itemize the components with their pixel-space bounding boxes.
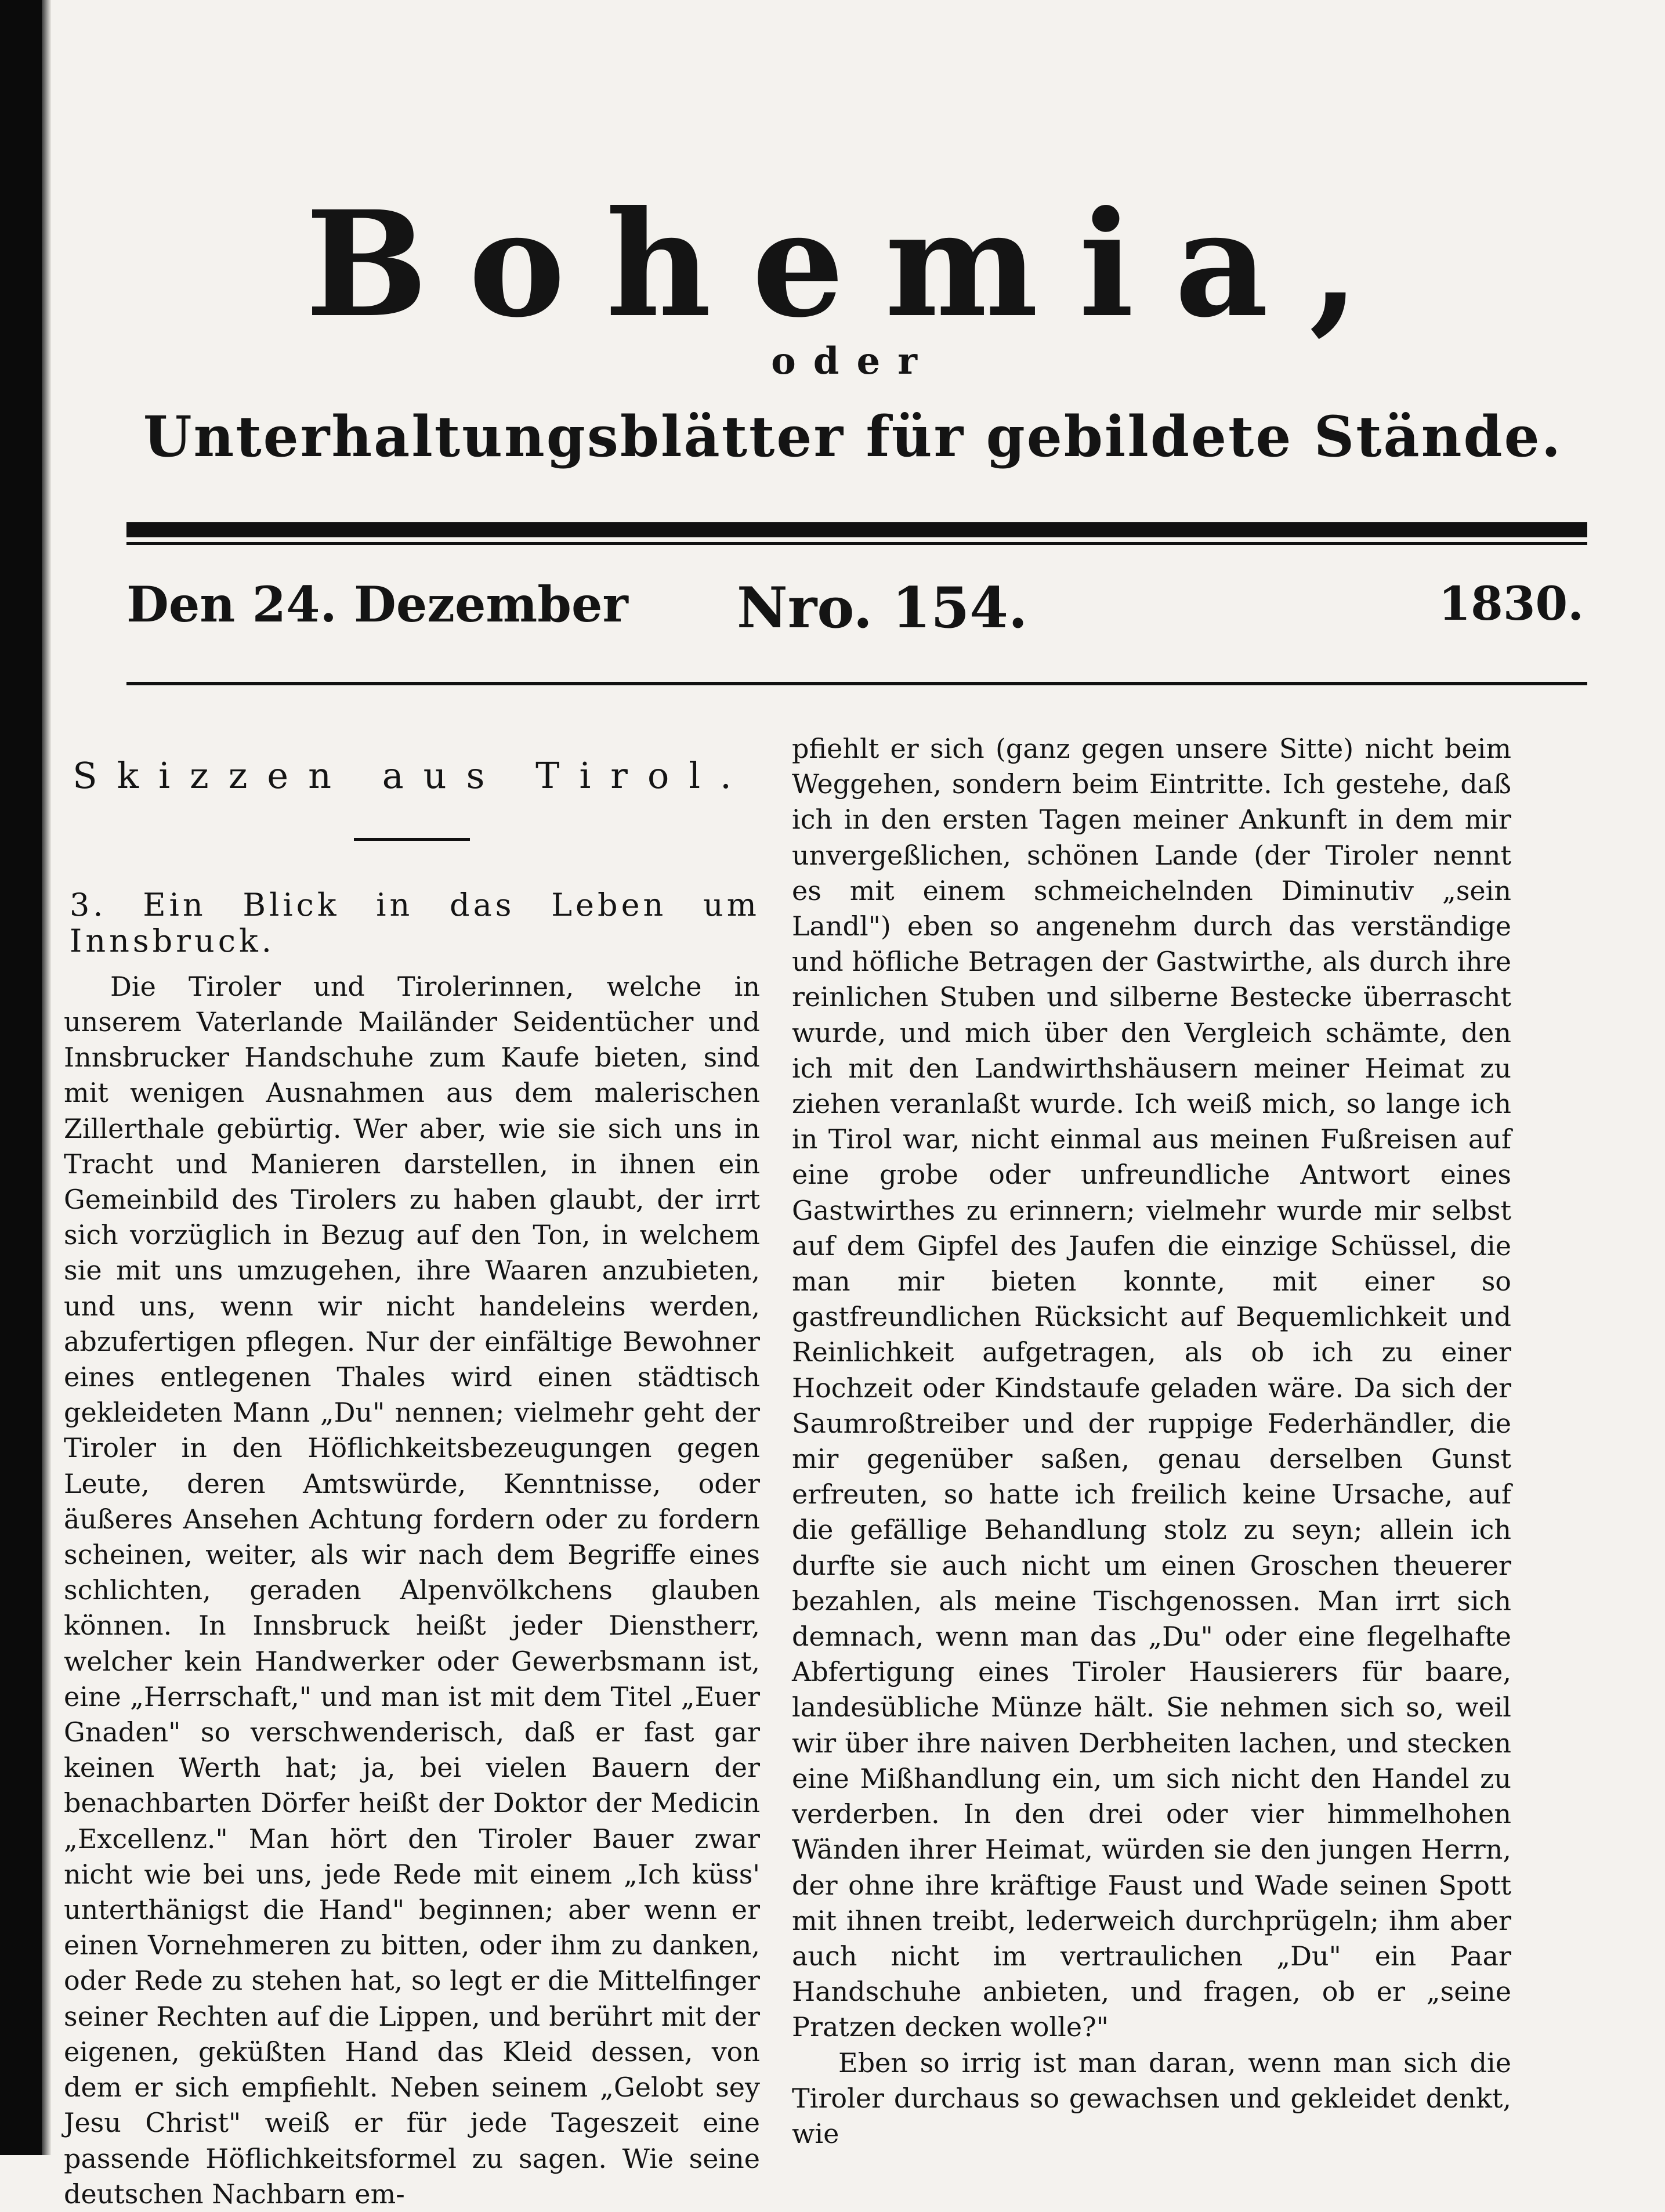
masthead-oder: oder xyxy=(771,339,935,383)
issue-year: 1830. xyxy=(1438,576,1584,631)
article-title: Skizzen aus Tirol. xyxy=(73,754,751,797)
title-divider xyxy=(354,838,470,841)
left-column xyxy=(64,731,760,2212)
right-paragraph-1: pfiehlt er sich (ganz gegen unsere Sitte) nicht beim Weggehen, sondern beim Eintritte. Ich gestehe, daß ich in den ersten Tagen meiner Ankunft in dem mir unvergeßlichen, schönen Lande (der Tiroler nennt es mit einem schmeichelnden Diminutiv „sein Landl") eben so angenehm durch das verständige und höfliche Betragen der Gastwirthe, als durch ihre reinlichen Stuben und silberne Bestecke überrascht wurde, und mich über den Vergleich schämte, den ich mit den Landwirthshäusern meiner Heimat zu ziehen veranlaßt wurde. Ich weiß mich, so lange ich in Tirol war, nicht einmal aus meinen Fußreisen auf eine grobe oder unfreundliche Antwort eines Gastwirthes zu erinnern; vielmehr wurde mir selbst auf dem Gipfel des Jaufen die einzige Schüssel, die man mir bieten konnte, mit einer so gastfreundlichen Rücksicht auf Bequemlichkeit und Reinlichkeit aufgetragen, als ob ich zu einer Hochzeit oder Kindstaufe geladen wäre. Da sich der Saumroßtreiber und der ruppige Federhändler, die mir gegenüber saßen, genau derselben Gunst erfreuten, so hatte ich freilich keine Ursache, auf die gefällige Behandlung stolz zu seyn; allein ich durfte sie auch nicht um einen Groschen theuerer bezahlen, als meine Tischgenossen. Man irrt sich demnach, wenn man das „Du" oder eine flegelhafte Abfertigung eines Tiroler Hausierers für baare, landesübliche Münze hält. Sie nehmen sich so, weil wir über ihre naiven Derbheiten lachen, und stecken eine Mißhandlung ein, um sich nicht den Handel zu verderben. In den drei oder vier himmelhohen Wänden ihrer Heimat, würden sie den jungen Herrn, der ohne ihre kräftige Faust und Wade seinen Spott mit ihnen treibt, lederweich durchprügeln; ihm aber auch nicht im vertraulichen „Du" ein Paar Handschuhe anbieten, und fragen, ob er „seine Pratzen decken wolle?" xyxy=(792,733,1511,2043)
masthead-title: Bohemia, xyxy=(305,179,1400,349)
binding-shadow xyxy=(42,0,51,2155)
masthead-rule-thick xyxy=(126,522,1587,537)
left-paragraph: Die Tiroler und Tirolerinnen, welche in unserem Vaterlande Mailänder Seidentücher und Innsbrucker Handschuhe zum Kaufe bieten, sind mit wenigen Ausnahmen aus dem malerischen Zillerthale gebürtig. Wer aber, wie sie sich uns in Tracht und Manieren darstellen, in ihnen ein Gemeinbild des Tirolers zu haben glaubt, der irrt sich vorzüglich in Bezug auf den Ton, in welchem sie mit uns umzugehen, ihre Waaren anzubieten, und uns, wenn wir nicht handeleins werden, abzufertigen pflegen. Nur der einfältige Bewohner eines entlegenen Thales wird einen städtisch gekleideten Mann „Du" nennen; vielmehr geht der Tiroler in den Höflichkeitsbezeugungen gegen Leute, deren Amtswürde, Kenntnisse, oder äußeres Ansehen Achtung fordern oder zu fordern scheinen, weiter, als wir nach dem Begriffe eines schlichten, geraden Alpenvölkchens glauben können. In Innsbruck heißt jeder Dienstherr, welcher kein Handwerker oder Gewerbsmann ist, eine „Herrschaft," und man ist mit dem Titel „Euer Gnaden" so verschwenderisch, daß er fast gar keinen Werth hat; ja, bei vielen Bauern der benachbarten Dörfer heißt der Doktor der Medicin „Excellenz." Man hört den Tiroler Bauer zwar nicht wie bei uns, jede Rede mit einem „Ich küss' unterthänigst die Hand" beginnen; aber wenn er einen Vornehmeren zu bitten, oder ihm zu danken, oder Rede zu stehen hat, so legt er die Mittelfinger seiner Rechten auf die Lippen, und berührt mit der eigenen, geküßten Hand das Kleid dessen, von dem er sich empfiehlt. Neben seinem „Gelobt sey Jesu Christ" weiß er für jede Tageszeit eine passende Höflichkeitsformel zu sagen. Wie seine deutschen Nachbarn em- xyxy=(64,970,760,2210)
masthead-subtitle: Unterhaltungsblätter für gebildete Stände. xyxy=(143,404,1563,469)
masthead-rule-thin xyxy=(126,542,1587,545)
issue-date: Den 24. Dezember xyxy=(126,576,628,633)
book-binding-edge xyxy=(0,0,42,2155)
right-paragraph-2: Eben so irrig ist man daran, wenn man sich die Tiroler durchaus so gewachsen und gekleidet denkt, wie xyxy=(792,2047,1511,2149)
issue-number: Nro. 154. xyxy=(737,575,1028,641)
section-heading: 3. Ein Blick in das Leben um Innsbruck. xyxy=(70,887,760,959)
right-column xyxy=(792,731,1511,2152)
dateline-rule xyxy=(126,682,1587,685)
